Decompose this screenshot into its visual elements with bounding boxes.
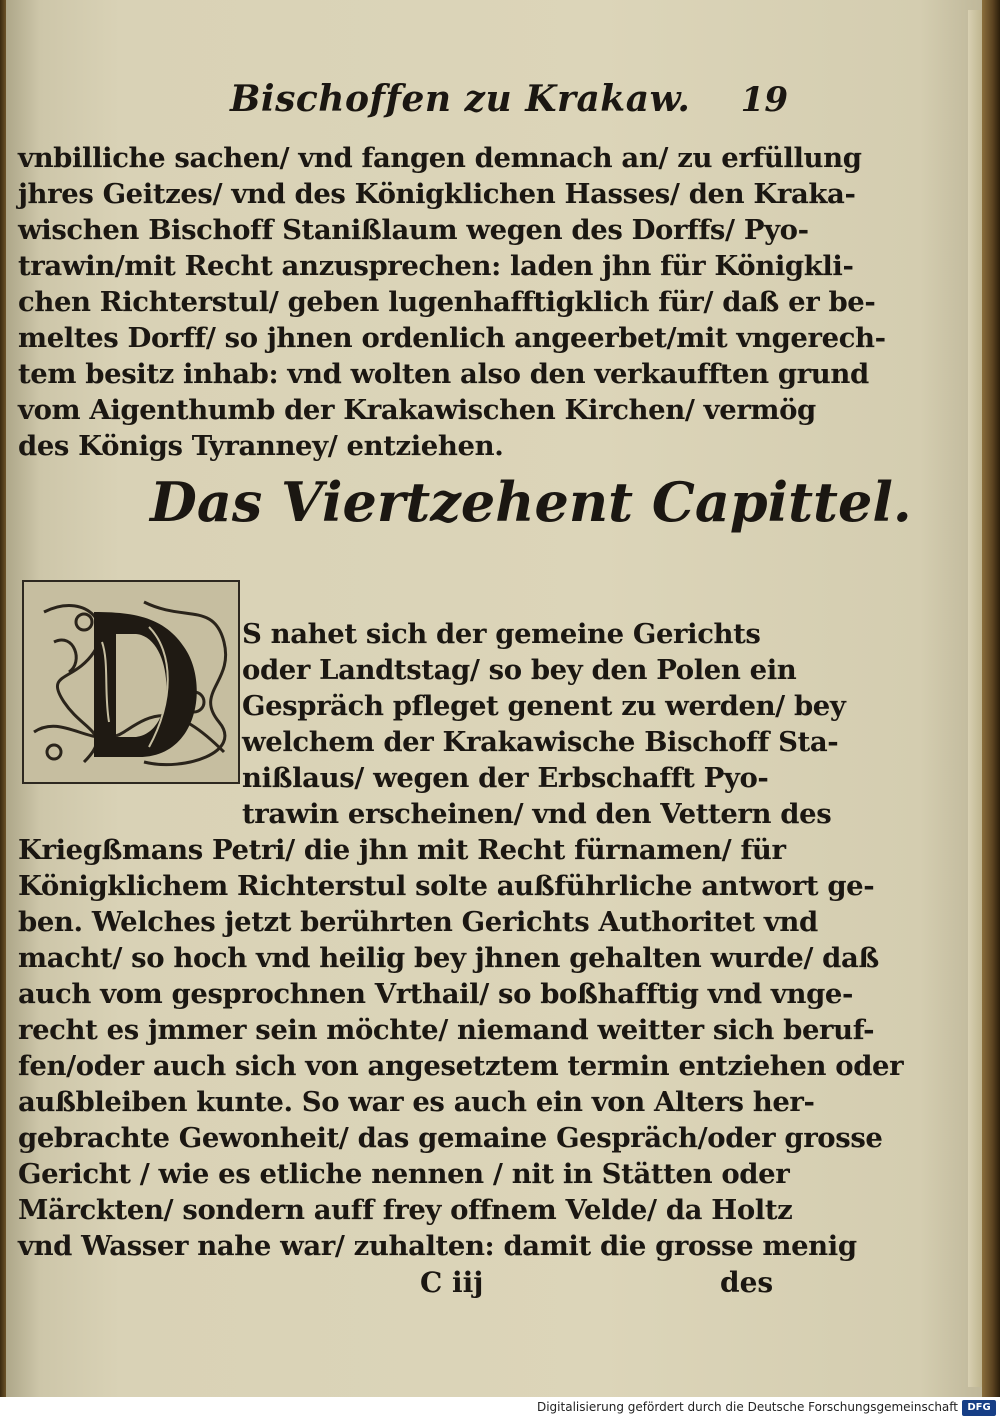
text-line: meltes Dorff/ so jhnen ordenlich angeerbet/mit vngerech- [18, 322, 886, 354]
text-line: auch vom gesprochnen Vrthail/ so boßhafftig vnd vnge- [18, 978, 854, 1010]
text-line: Kriegßmans Petri/ die jhn mit Recht fürnamen/ für [18, 834, 786, 866]
text-line: gebrachte Gewonheit/ das gemaine Gespräch/oder grosse [18, 1122, 883, 1154]
text-line: des Königs Tyranney/ entziehen. [18, 430, 504, 462]
text-line: Königklichem Richterstul solte außführliche antwort ge- [18, 870, 875, 902]
text-line: chen Richterstul/ geben lugenhafftigklich für/ daß er be- [18, 286, 876, 318]
text-line: Gespräch pfleget genent zu werden/ bey [242, 690, 846, 722]
signature-mark: C iij [420, 1266, 484, 1299]
text-line: welchem der Krakawische Bischoff Sta- [242, 726, 839, 758]
text-line: oder Landtstag/ so bey den Polen ein [242, 654, 797, 686]
text-line: vom Aigenthumb der Krakawischen Kirchen/ vermög [18, 394, 816, 426]
text-line: außbleiben kunte. So war es auch ein von Alters her- [18, 1086, 815, 1118]
text-line: tem besitz inhab: vnd wolten also den verkaufften grund [18, 358, 869, 390]
ornament-initial-icon [24, 582, 238, 782]
page-footer-line [0, 1266, 1000, 1306]
text-line: ben. Welches jetzt berührten Gerichts Authoritet vnd [18, 906, 818, 938]
running-head: Bischoffen zu Krakaw. [230, 78, 691, 120]
text-line: fen/oder auch sich von angesetztem termin entziehen oder [18, 1050, 904, 1082]
text-line: macht/ so hoch vnd heilig bey jhnen gehalten wurde/ daß [18, 942, 879, 974]
text-line: vnbilliche sachen/ vnd fangen demnach an/ zu erfüllung [18, 142, 862, 174]
text-line: vnd Wasser nahe war/ zuhalten: damit die grosse menig [18, 1230, 857, 1262]
text-line: recht es jmmer sein möchte/ niemand weitter sich beruf- [18, 1014, 875, 1046]
text-line: Märckten/ sondern auff frey offnem Velde/ da Holtz [18, 1194, 793, 1226]
text-line: nißlaus/ wegen der Erbschafft Pyo- [242, 762, 769, 794]
text-line: jhres Geitzes/ vnd des Königklichen Hasses/ den Kraka- [18, 178, 856, 210]
funding-notice: Digitalisierung gefördert durch die Deutsche Forschungsgemeinschaft [536, 1400, 958, 1414]
text-line: trawin/mit Recht anzusprechen: laden jhn für Königkli- [18, 250, 854, 282]
page-number: 19 [740, 80, 788, 120]
text-line: S nahet sich der gemeine Gerichts [242, 618, 761, 650]
catchword: des [720, 1266, 774, 1299]
text-line: Gericht / wie es etliche nennen / nit in Stätten oder [18, 1158, 790, 1190]
text-line: wischen Bischoff Stanißlaum wegen des Dorffs/ Pyo- [18, 214, 809, 246]
chapter-heading: Das Viertzehent Capittel. [150, 470, 912, 534]
text-line: trawin erscheinen/ vnd den Vettern des [242, 798, 832, 830]
decorated-initial-d [22, 580, 240, 784]
dfg-logo-icon: DFG [962, 1400, 996, 1416]
digitization-footer [0, 1397, 1000, 1420]
